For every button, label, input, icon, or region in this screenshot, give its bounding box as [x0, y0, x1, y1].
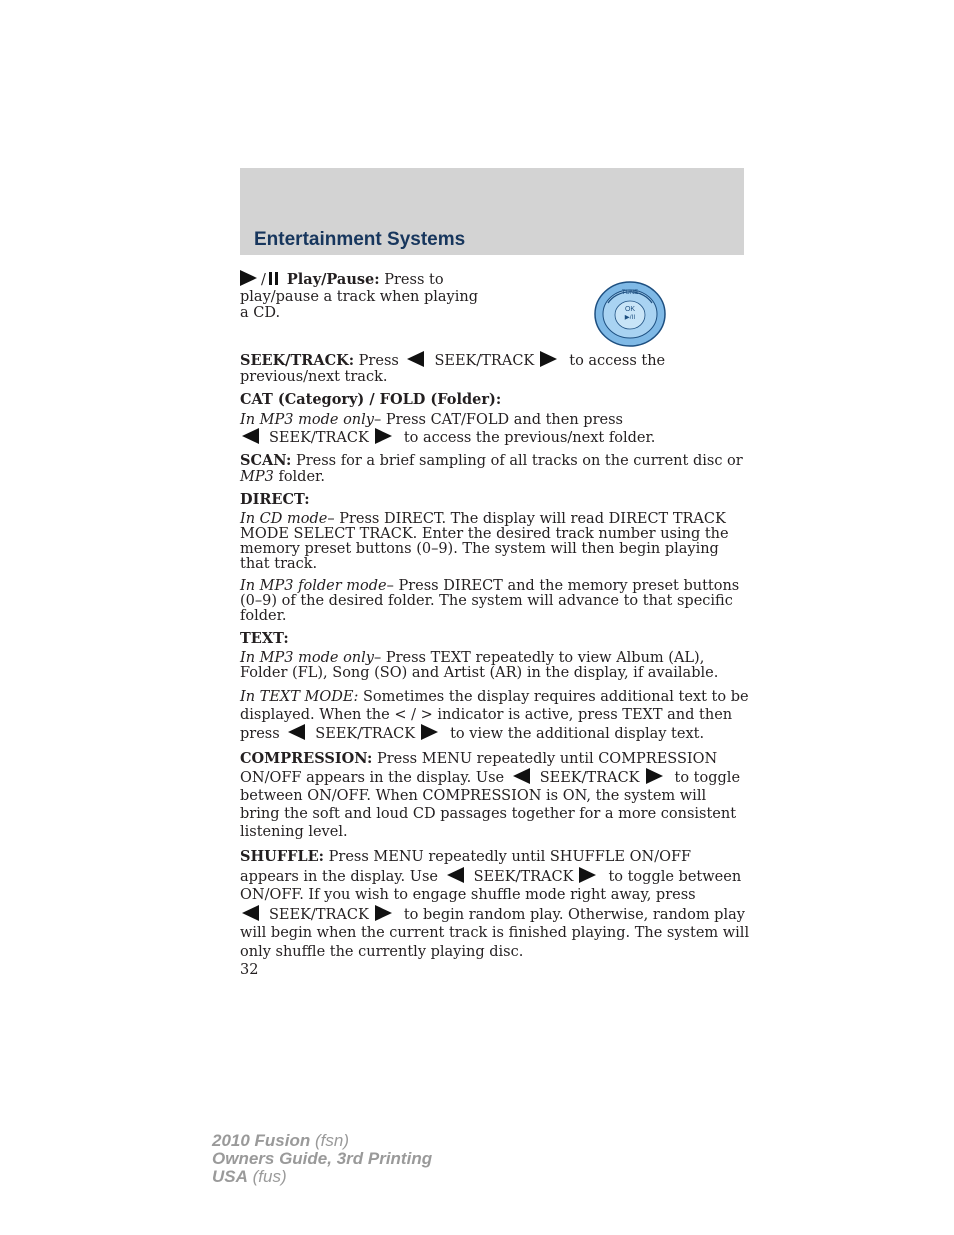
scan-tail: folder. [278, 469, 325, 485]
play-icon [240, 270, 257, 286]
seek-track-post: to access the previous/next track. [240, 353, 666, 385]
shuffle-label: SHUFFLE: [240, 848, 325, 865]
direct-cd-text: – Press DIRECT. The display will read DIRECT TRACK MODE SELECT TRACK. Enter the desired track number using the memory preset buttons (0–9). The system will then begin playing that track. [240, 511, 729, 572]
footer-model-code: (fsn) [315, 1131, 349, 1150]
cat-fold-heading [240, 392, 750, 408]
document-footer [212, 1132, 432, 1186]
direct-heading [240, 492, 750, 508]
footer-region-code: (fus) [252, 1167, 287, 1186]
seek-track-label: SEEK/TRACK: [240, 352, 355, 369]
direct-mp3-paragraph [240, 579, 750, 624]
compression-button-text: SEEK/TRACK [539, 770, 640, 786]
text-mode-text: Sometimes the display requires additional text to be displayed. When the < / > indicator is active, press TEXT and then press [240, 689, 749, 742]
play-pause-separator: / [261, 272, 266, 288]
compression-pre: Press MENU repeatedly until COMPRESSION ON/OFF appears in the display. Use [240, 751, 718, 786]
knob-play-pause-glyph: ▶/II [624, 314, 636, 321]
text-mode-label: In TEXT MODE: [240, 689, 359, 705]
cat-fold-post: to access the previous/next folder. [403, 430, 656, 446]
footer-model-line [212, 1132, 432, 1150]
shuffle-button-text: SEEK/TRACK [473, 868, 574, 885]
shuffle-post-2: to begin random play. Otherwise, random play will begin when the current track is finished playing. The system will only shuffle the currently playing disc. [240, 906, 750, 960]
footer-region: USA [212, 1167, 248, 1186]
seek-track-pre: Press [358, 353, 399, 369]
seek-right-icon [540, 351, 557, 367]
text-mode-post: to view the additional display text. [450, 726, 705, 742]
section-title: Entertainment Systems [254, 229, 466, 250]
seek-right-icon [421, 724, 438, 740]
cat-fold-mode: In MP3 mode only [240, 412, 374, 428]
text-heading-text: TEXT: [240, 630, 289, 647]
cat-fold-button-text: SEEK/TRACK [269, 430, 369, 446]
scan-text: Press for a brief sampling of all tracks on the current disc or [295, 453, 743, 469]
seek-right-icon [579, 867, 596, 883]
seek-left-icon [407, 351, 424, 367]
shuffle-paragraph [240, 848, 750, 961]
compression-label: COMPRESSION: [240, 750, 373, 767]
seek-right-icon [375, 428, 392, 444]
seek-track-button-text: SEEK/TRACK [434, 353, 535, 369]
page-number: 32 [240, 962, 259, 978]
scan-label: SCAN: [240, 452, 292, 469]
text-mp3-mode: In MP3 mode only [240, 650, 374, 666]
footer-guide: Owners Guide, 3rd Printing [212, 1149, 433, 1168]
text-mp3-text: – Press TEXT repeatedly to view Album (AL), Folder (FL), Song (SO) and Artist (AR) in the display, if available. [240, 650, 719, 681]
compression-post: to toggle between ON/OFF. When COMPRESSION is ON, the system will bring the soft and loud CD passages together for a more consistent listening level. [240, 770, 741, 840]
direct-cd-paragraph [240, 512, 750, 572]
direct-mp3-text: – Press DIRECT and the memory preset buttons (0–9) of the desired folder. The system will advance to that specific folder. [240, 578, 740, 624]
text-mode-paragraph [240, 688, 750, 743]
seek-track-paragraph [240, 351, 750, 385]
scan-mp3: MP3 [240, 469, 274, 485]
shuffle-button-text-2: SEEK/TRACK [269, 906, 369, 923]
seek-left-icon [447, 867, 464, 883]
knob-ok-label: OK [624, 306, 636, 313]
compression-paragraph [240, 750, 750, 841]
seek-left-icon [242, 428, 259, 444]
play-pause-text: Press to play/pause a track when playing a CD. [240, 272, 479, 321]
scan-paragraph [240, 453, 750, 485]
footer-model: 2010 Fusion [212, 1131, 311, 1150]
footer-guide-line [212, 1150, 432, 1168]
manual-body [240, 270, 750, 968]
direct-cd-mode: In CD mode [240, 511, 328, 527]
knob-tune-label: TUNE [621, 290, 639, 296]
text-mode-button-text: SEEK/TRACK [315, 726, 416, 742]
seek-right-icon [646, 768, 663, 784]
play-pause-label: Play/Pause: [286, 271, 380, 288]
direct-mp3-mode: In MP3 folder mode [240, 578, 387, 594]
text-heading [240, 631, 750, 647]
shuffle-pre: Press MENU repeatedly until SHUFFLE ON/OFF appears in the display. Use [240, 849, 692, 885]
pause-icon [269, 272, 281, 289]
section-header [240, 168, 744, 255]
seek-left-icon [288, 724, 305, 740]
seek-left-icon [513, 768, 530, 784]
direct-heading-text: DIRECT: [240, 491, 310, 508]
cat-fold-heading-text: CAT (Category) / FOLD (Folder): [240, 391, 502, 408]
footer-region-line [212, 1168, 432, 1186]
text-mp3-paragraph [240, 651, 750, 681]
shuffle-post-1: to toggle between ON/OFF. If you wish to engage shuffle mode right away, press [240, 868, 742, 903]
play-pause-paragraph [240, 270, 485, 321]
seek-left-icon [242, 905, 259, 921]
cat-fold-paragraph [240, 412, 750, 446]
seek-right-icon [375, 905, 392, 921]
cat-fold-pre: – Press CAT/FOLD and then press [373, 412, 623, 428]
